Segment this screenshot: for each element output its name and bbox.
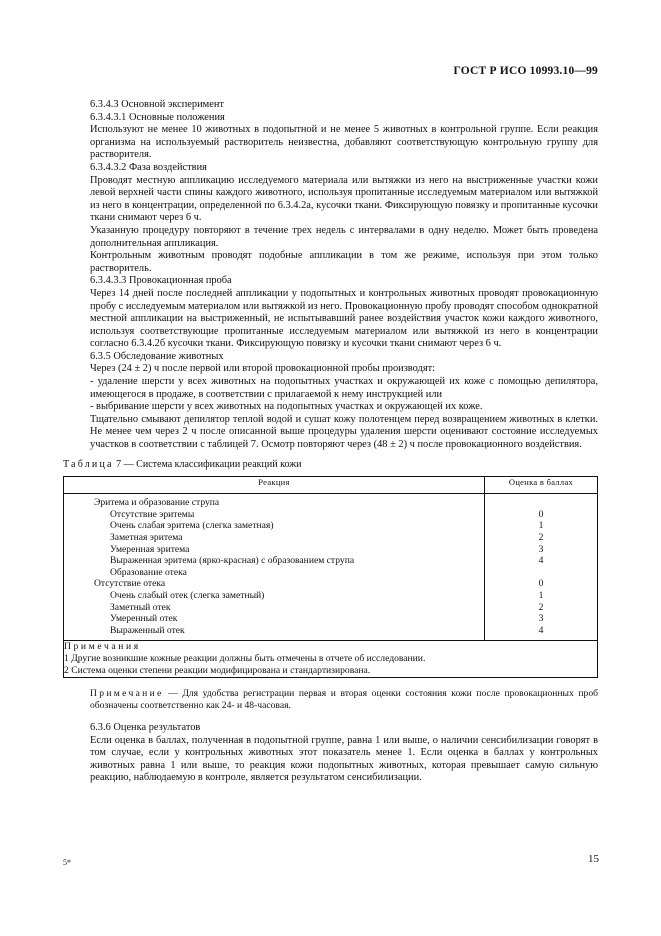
table-row-score: 1 <box>538 520 544 532</box>
table-caption-text: 7 — Система классификации реакций кожи <box>116 458 302 470</box>
table-row-label: Эритема и образование струпа <box>94 497 220 509</box>
table-notes <box>64 641 598 678</box>
table-row-score: 4 <box>538 555 544 567</box>
note-text: — Для удобства регистрации первая и вторая оценки состояния кожи после провокационных проб обозначены соответственно как 24- и 48-часовая. <box>90 688 598 712</box>
sheet-mark: 5* <box>63 858 71 867</box>
table-row-score: 3 <box>538 543 544 555</box>
paragraph: Через 14 дней после последней аппликации у подопытных и контрольных животных проводят провокационную пробу с исследуемым материалом или вытяжкой из него. Провокационную пробу проводят способом однократной местной аппликации на выстриженный, не испытывавший ранее воздействия участок кожи каждого животного, используя соответствующие пропитанные исследуемым материалом или вытяжкой из него в концентрации согласно 6.3.4.2б кусочки ткани. Фиксирующую повязку и кусочки ткани снимают через 6 ч. <box>90 287 598 350</box>
list-item: - выбривание шерсти у всех животных на подопытных участках и окружающей их коже. <box>90 401 483 413</box>
column-header-score: Оценка в баллах <box>485 477 598 494</box>
table-row-label: Образование отека <box>110 566 187 578</box>
table-row-score: 2 <box>538 532 544 543</box>
table-row-label: Заметная эритема <box>110 532 183 543</box>
table-note: 2 Система оценки степени реакции модифицирована и стандартизирована. <box>64 665 371 677</box>
table-row-label: Выраженная эритема (ярко-красная) с образованием струпа <box>110 555 355 567</box>
section-heading: 6.3.4.3.1 Основные положения <box>90 111 225 123</box>
paragraph: Контрольным животным проводят подобные аппликации в том же режиме, используя при этом только растворитель. <box>90 250 598 274</box>
page-content <box>63 99 598 785</box>
section-heading: 6.3.5 Обследование животных <box>90 350 224 362</box>
skin-reaction-table <box>63 476 598 678</box>
section-heading: 6.3.4.3.3 Провокационная проба <box>90 275 232 287</box>
table-notes-title: Примечания <box>64 641 141 653</box>
table-row-label: Очень слабая эритема (слегка заметная) <box>110 520 274 532</box>
table-row-score: 1 <box>538 589 544 601</box>
document-code: ГОСТ Р ИСО 10993.10—99 <box>453 65 598 77</box>
section-heading: 6.3.6 Оценка результатов <box>90 721 201 733</box>
table-row-score: 2 <box>538 601 544 613</box>
list-item: - удаление шерсти у всех животных на подопытных участках и окружающей их коже с помощью депилятора, имеющегося в продаже, в соответствии с прилагаемой к нему инструкцией или <box>90 376 598 400</box>
table-row-label: Отсутствие эритемы <box>110 508 195 520</box>
page-number: 15 <box>588 853 599 865</box>
table-row-score: 4 <box>538 624 544 636</box>
paragraph: Через (24 ± 2) ч после первой или второй провокационной пробы производят: <box>90 363 436 375</box>
table-row-score: 0 <box>538 578 544 590</box>
reaction-column <box>64 494 485 641</box>
table-row-score: 0 <box>538 508 544 520</box>
score-column <box>485 494 598 641</box>
table-row-label: Умеренный отек <box>110 613 178 625</box>
paragraph: Проводят местную аппликацию исследуемого материала или вытяжки из него на выстриженные участки кожи левой верхней части спины каждого животного, используя пропитанные исследуемым материалом или вытяжкой из него в концентрации, определенной по 6.3.4.2а, кусочки ткани. Фиксирующую повязку и пропитанные кусочки ткани снимают через 6 ч. <box>90 174 598 224</box>
note-paragraph <box>90 688 598 712</box>
paragraph: Указанную процедуру повторяют в течение трех недель с интервалами в одну неделю. Может быть проведена дополнительная аппликация. <box>90 224 598 249</box>
column-header-reaction: Реакция <box>64 477 485 494</box>
table-row-label: Отсутствие отека <box>94 578 166 590</box>
section-heading: 6.3.4.3 Основной эксперимент <box>90 99 224 110</box>
table-caption-prefix: Таблица <box>63 458 114 470</box>
table-caption <box>63 459 598 472</box>
table-row-label: Заметный отек <box>110 601 171 613</box>
table-row-score: 3 <box>538 613 544 625</box>
note-label: Примечание <box>90 688 164 700</box>
paragraph: Используют не менее 10 животных в подопытной и не менее 5 животных в контрольной группе. Если реакция организма на используемый растворитель неизвестна, добавляют соответствующую контрольную группу для растворителя. <box>90 124 598 161</box>
section-heading: 6.3.4.3.2 Фаза воздействия <box>90 161 207 173</box>
table-row-label: Очень слабый отек (слегка заметный) <box>110 589 265 601</box>
table-row-score <box>485 497 597 509</box>
table-note: 1 Другие возникшие кожные реакции должны быть отмечены в отчете об исследовании. <box>64 653 426 665</box>
table-row-score <box>485 567 597 579</box>
table-row-label: Умеренная эритема <box>110 543 190 555</box>
paragraph: Если оценка в баллах, полученная в подопытной группе, равна 1 или выше, о наличии сенсибилизации говорят в том случае, если у контрольных животных этот показатель менее 1. Если оценка в баллах у контрольных животных равна 1 или выше, то реакция кожи подопытных животных, которая превышает самую сильную реакцию, наблюдаемую в контроле, является результатом сенсибилизации. <box>90 734 598 784</box>
paragraph: Тщательно смывают депилятор теплой водой и сушат кожу полотенцем перед возвращением животных в клетки. Не менее чем через 2 ч после описанной выше процедуры удаления шерсти оценивают состояние исследуемых участков в соответствии с таблицей 7. Осмотр повторяют через (48 ± 2) ч после провокационного воздействия. <box>90 413 598 451</box>
table-row-label: Выраженный отек <box>110 624 185 636</box>
